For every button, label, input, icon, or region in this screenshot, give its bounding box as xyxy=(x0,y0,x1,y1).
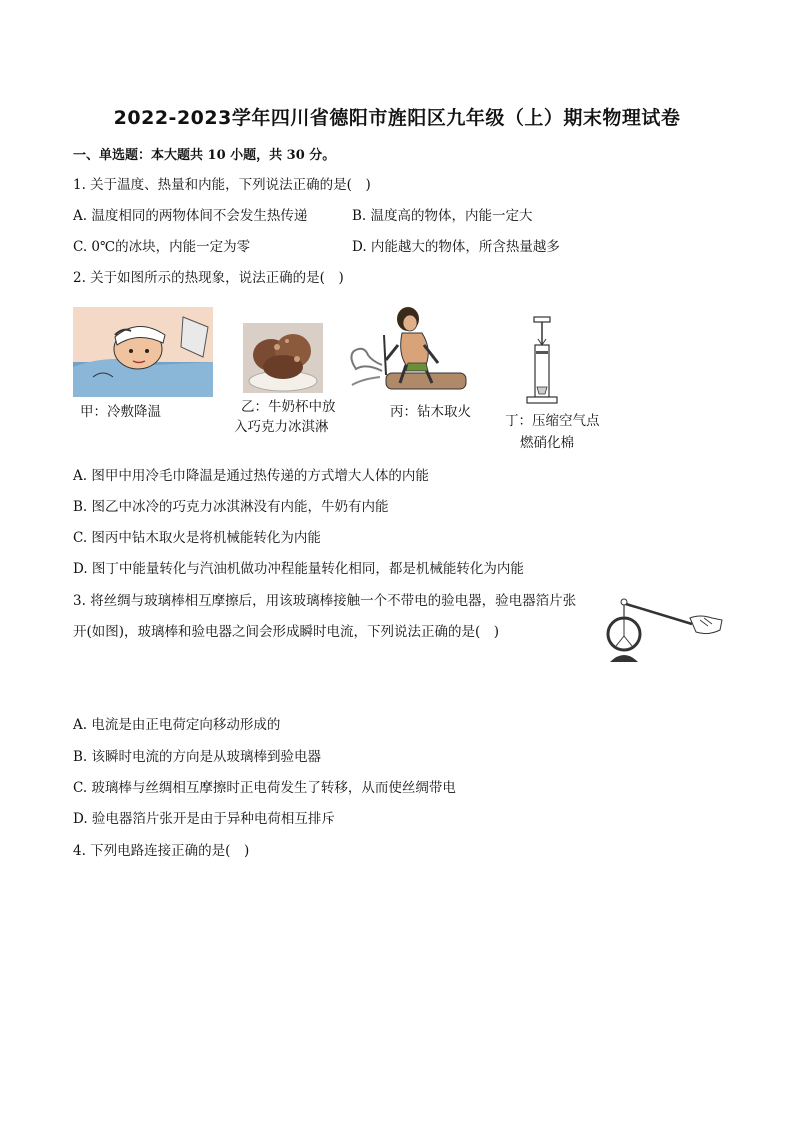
cold-compress-figure xyxy=(73,307,213,397)
q1-option-c: C. 0℃的冰块，内能一定为零 xyxy=(73,239,251,255)
electroscope-figure xyxy=(604,592,724,667)
page-title: 2022-2023学年四川省德阳市旌阳区九年级（上）期末物理试卷 xyxy=(113,107,681,129)
q2-option-c: C. 图丙中钻木取火是将机械能转化为内能 xyxy=(73,530,321,546)
q1-stem: 1. 关于温度、热量和内能，下列说法正确的是( ) xyxy=(73,177,371,193)
q4-stem: 4. 下列电路连接正确的是( ) xyxy=(73,843,250,859)
air-compression-figure xyxy=(522,315,562,407)
q3-stem-line1: 3. 将丝绸与玻璃棒相互摩擦后，用该玻璃棒接触一个不带电的验电器，验电器箔片张 xyxy=(73,593,577,609)
ice-cream-figure xyxy=(243,323,323,393)
q2-stem: 2. 关于如图所示的热现象，说法正确的是( ) xyxy=(73,270,344,286)
q1-option-d: D. 内能越大的物体，所含热量越多 xyxy=(352,239,560,255)
section-heading: 一、单选题：本大题共 10 小题，共 30 分。 xyxy=(73,148,336,163)
figure-caption-yi-line1: 乙：牛奶杯中放 xyxy=(241,399,336,415)
q1-option-b: B. 温度高的物体，内能一定大 xyxy=(352,208,533,224)
q1-option-a: A. 温度相同的两物体间不会发生热传递 xyxy=(73,208,308,224)
q3-option-c: C. 玻璃棒与丝绸相互摩擦时正电荷发生了转移，从而使丝绸带电 xyxy=(73,780,456,796)
q3-option-b: B. 该瞬时电流的方向是从玻璃棒到验电器 xyxy=(73,749,322,765)
figure-caption-yi-line2: 入巧克力冰淇淋 xyxy=(234,419,329,435)
q2-option-a: A. 图甲中用冷毛巾降温是通过热传递的方式增大人体的内能 xyxy=(73,468,429,484)
fire-drill-figure xyxy=(346,305,468,397)
q3-stem-line2: 开(如图)，玻璃棒和验电器之间会形成瞬时电流，下列说法正确的是( ) xyxy=(73,624,500,640)
figure-caption-bing: 丙：钻木取火 xyxy=(390,404,471,420)
figure-caption-ding-line1: 丁：压缩空气点 xyxy=(505,413,600,429)
q2-option-b: B. 图乙中冰冷的巧克力冰淇淋没有内能，牛奶有内能 xyxy=(73,499,389,515)
q3-option-d: D. 验电器箔片张开是由于异种电荷相互排斥 xyxy=(73,811,335,827)
figure-caption-jia: 甲：冷敷降温 xyxy=(80,404,161,420)
figure-caption-ding-line2: 燃硝化棉 xyxy=(520,435,574,451)
q2-option-d: D. 图丁中能量转化与汽油机做功冲程能量转化相同，都是机械能转化为内能 xyxy=(73,561,524,577)
q3-option-a: A. 电流是由正电荷定向移动形成的 xyxy=(73,717,281,733)
